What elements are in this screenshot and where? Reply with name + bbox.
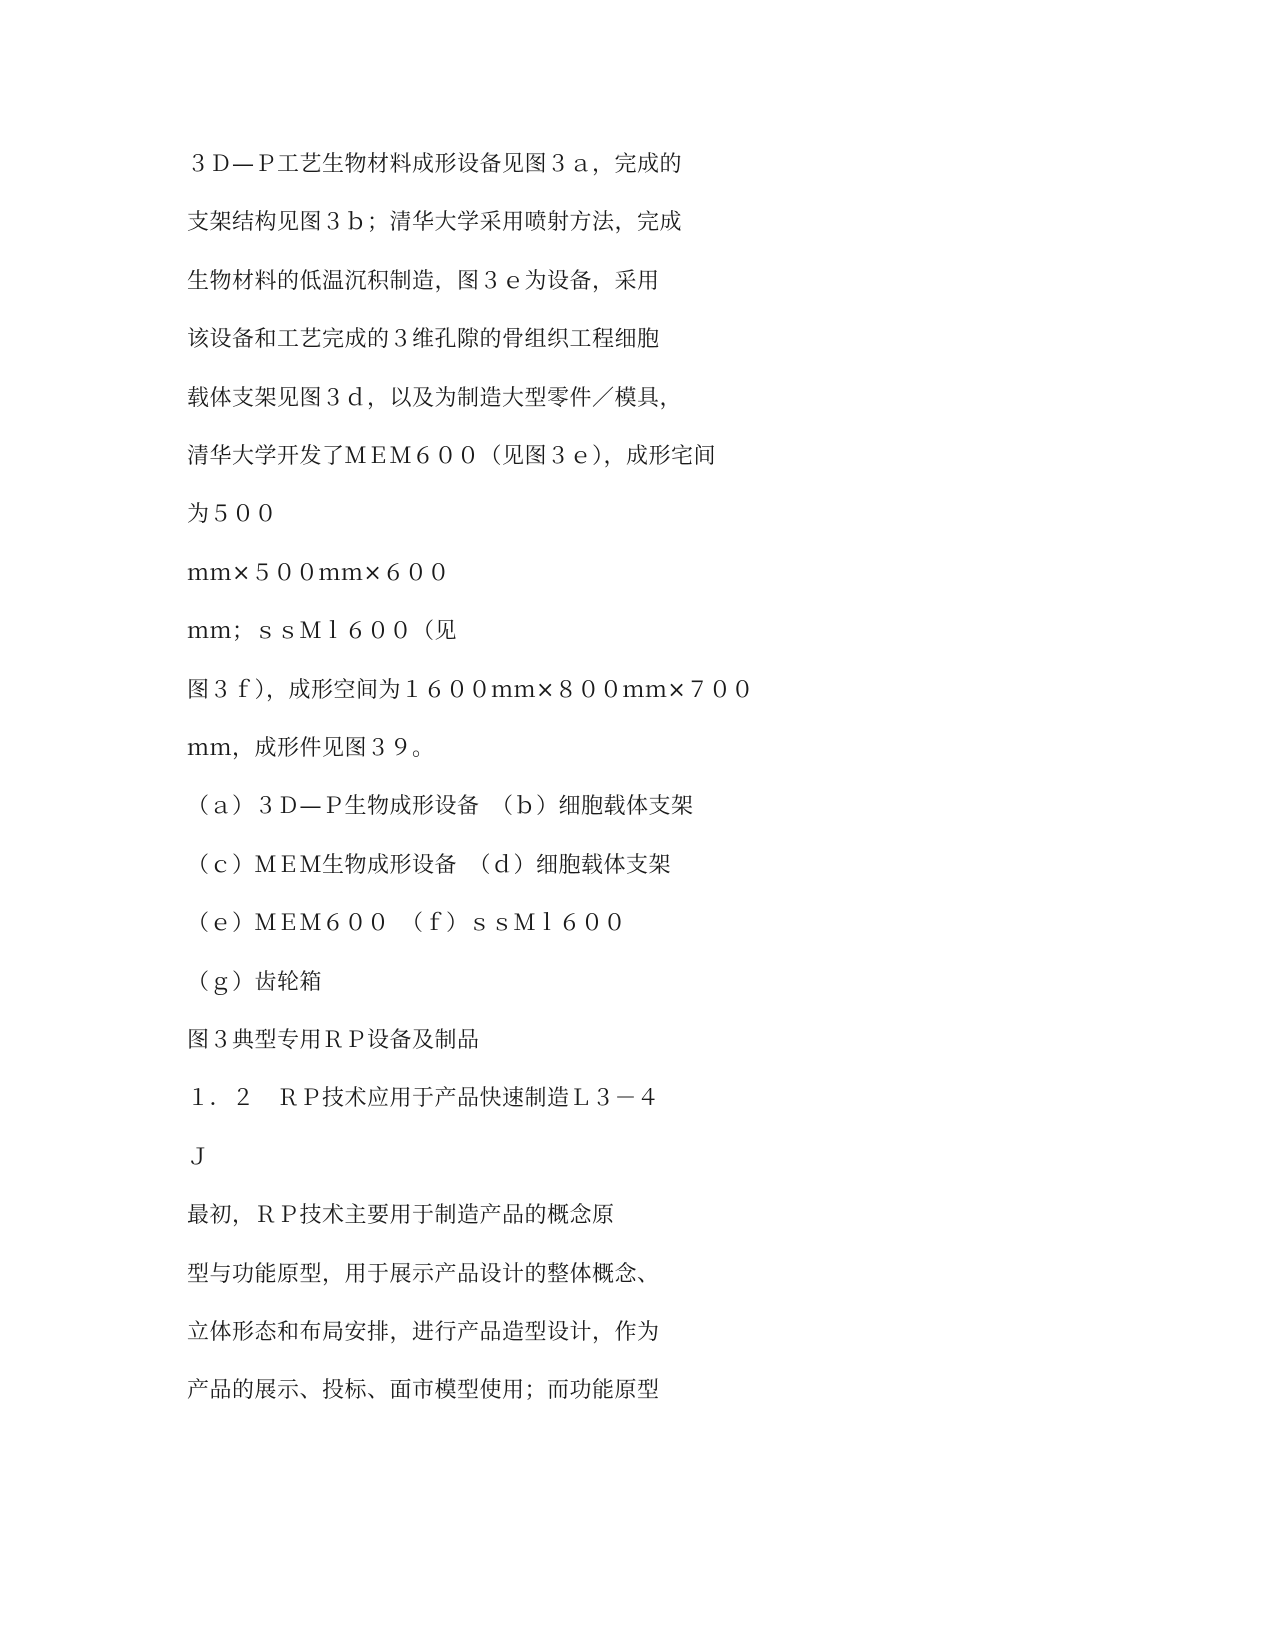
figure-caption-line: （ｃ）ＭＥＭ生物成形设备 （ｄ）细胞载体支架	[187, 853, 672, 878]
text-line: 该设备和工艺完成的３维孔隙的骨组织工程细胞	[187, 327, 660, 352]
text-line: 最初，ＲＰ技术主要用于制造产品的概念原	[187, 1203, 615, 1228]
figure-caption-line: （ｅ）ＭＥＭ６００ （ｆ）ｓｓＭｌ６００	[187, 911, 627, 936]
text-line: 型与功能原型，用于展示产品设计的整体概念、	[187, 1262, 660, 1287]
text-line: 清华大学开发了ＭＥＭ６００（见图３ｅ），成形宅间	[187, 444, 717, 469]
text-line: 图３ｆ），成形空间为１６００ｍｍ×８００ｍｍ×７００	[187, 678, 754, 703]
text-line: 立体形态和布局安排，进行产品造型设计，作为	[187, 1320, 660, 1345]
figure-caption-line: （ａ）３Ｄ—Ｐ生物成形设备 （ｂ）细胞载体支架	[187, 794, 694, 819]
text-line: ｍｍ×５００ｍｍ×６００	[187, 561, 450, 586]
text-line: 产品的展示、投标、面市模型使用；而功能原型	[187, 1378, 660, 1403]
section-heading: １．２ ＲＰ技术应用于产品快速制造Ｌ３－４	[187, 1086, 660, 1111]
text-line: 支架结构见图３ｂ；清华大学采用喷射方法，完成	[187, 210, 683, 235]
figure-caption-line: （ｇ）齿轮箱	[187, 970, 323, 995]
text-line: ｍｍ，成形件见图３９。	[187, 736, 435, 761]
figure-title: 图３典型专用ＲＰ设备及制品	[187, 1028, 480, 1053]
section-heading-continued: Ｊ	[187, 1145, 210, 1170]
text-line: ３Ｄ—Ｐ工艺生物材料成形设备见图３ａ，完成的	[187, 152, 683, 177]
text-line: ｍｍ；ｓｓＭｌ６００（见	[187, 619, 458, 644]
text-line: 载体支架见图３ｄ，以及为制造大型零件／模具，	[187, 386, 683, 411]
text-line: 生物材料的低温沉积制造，图３ｅ为设备，采用	[187, 269, 660, 294]
text-line: 为５００	[187, 502, 278, 527]
